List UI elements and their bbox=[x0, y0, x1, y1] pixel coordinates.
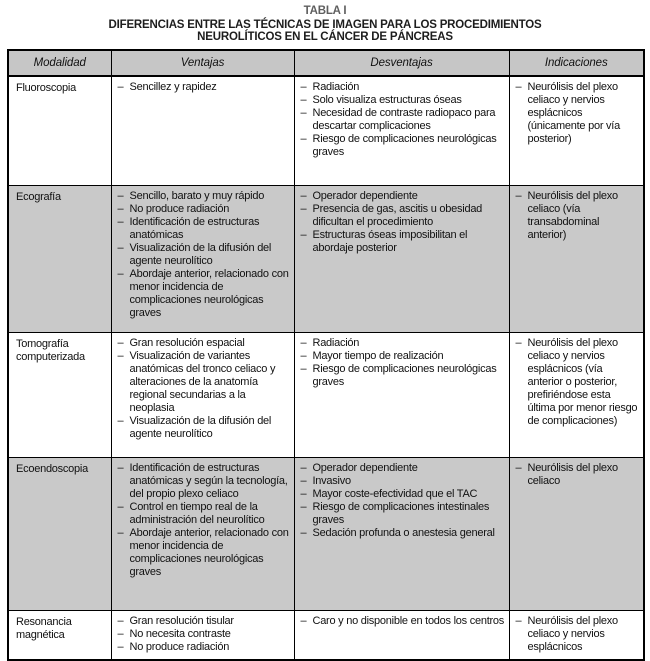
bullet-item bbox=[301, 337, 505, 350]
bullet-item bbox=[301, 350, 505, 363]
bullet-dash-icon: – bbox=[117, 462, 124, 474]
bullet-text: Gran resolución tisular bbox=[129, 615, 234, 627]
desventajas-cell bbox=[294, 458, 509, 611]
table-body bbox=[8, 76, 644, 660]
modality-cell: Fluoroscopia bbox=[8, 76, 111, 186]
bullet-text: Operador dependiente bbox=[312, 190, 418, 202]
bullet-text: Visualización de la difusión del agente neurolítico bbox=[129, 415, 272, 440]
bullet-dash-icon: – bbox=[300, 488, 307, 500]
bullet-text: Abordaje anterior, relacionado con menor incidencia de complicaciones neurológicas graves bbox=[129, 527, 289, 578]
bullet-text: Sencillez y rapidez bbox=[129, 80, 217, 93]
bullet-text: Operador dependiente bbox=[312, 462, 418, 474]
table-row bbox=[8, 186, 644, 333]
bullet-dash-icon: – bbox=[300, 229, 307, 241]
bullet-item bbox=[118, 190, 290, 203]
indicaciones-cell bbox=[509, 458, 644, 611]
bullet-item bbox=[118, 462, 290, 501]
bullet-item bbox=[118, 527, 290, 579]
bullet-item bbox=[301, 527, 505, 540]
bullet-dash-icon: – bbox=[117, 527, 124, 539]
bullet-item bbox=[301, 363, 505, 389]
bullet-text: No necesita contraste bbox=[129, 628, 231, 640]
bullet-item bbox=[516, 615, 640, 654]
bullet-item bbox=[301, 107, 505, 133]
bullet-text: Radiación bbox=[312, 80, 360, 93]
bullet-dash-icon: – bbox=[300, 106, 307, 119]
bullet-item bbox=[118, 615, 290, 628]
bullet-item bbox=[301, 229, 505, 255]
table-row bbox=[8, 458, 644, 611]
modality-cell: Ecografía bbox=[8, 186, 111, 333]
bullet-dash-icon: – bbox=[300, 80, 307, 93]
bullet-text: Neurólisis del plexo celiaco bbox=[527, 462, 618, 487]
bullet-text: Neurólisis del plexo celiaco y nervios esplácnicos (vía anterior o posterior, prefiriéndose esta última por menor riesgo de complicaciones) bbox=[527, 337, 638, 427]
bullet-text: Neurólisis del plexo celiaco (vía transabdominal anterior) bbox=[527, 190, 618, 241]
ventajas-cell bbox=[111, 611, 294, 660]
bullet-item bbox=[301, 133, 505, 159]
bullet-dash-icon: – bbox=[515, 337, 522, 349]
bullet-text: Invasivo bbox=[312, 475, 351, 487]
bullet-dash-icon: – bbox=[300, 190, 307, 202]
bullet-dash-icon: – bbox=[515, 80, 522, 93]
bullet-text: Estructuras óseas imposibilitan el abordaje posterior bbox=[312, 229, 468, 254]
bullet-dash-icon: – bbox=[300, 501, 307, 513]
table-caption bbox=[0, 0, 650, 44]
modality-cell: Tomografía computerizada bbox=[8, 333, 111, 458]
bullet-dash-icon: – bbox=[300, 462, 307, 474]
desventajas-cell bbox=[294, 611, 509, 660]
bullet-dash-icon: – bbox=[300, 363, 307, 375]
bullet-text: Solo visualiza estructuras óseas bbox=[312, 93, 462, 106]
bullet-item bbox=[118, 337, 290, 350]
bullet-text: Riesgo de complicaciones intestinales graves bbox=[312, 501, 490, 526]
bullet-dash-icon: – bbox=[117, 242, 124, 254]
desventajas-cell bbox=[294, 76, 509, 186]
bullet-dash-icon: – bbox=[117, 216, 124, 228]
bullet-text: Gran resolución espacial bbox=[129, 337, 245, 349]
modality-cell: Ecoendoscopia bbox=[8, 458, 111, 611]
table-row bbox=[8, 333, 644, 458]
bullet-item bbox=[118, 216, 290, 242]
bullet-text: Riesgo de complicaciones neurológicas graves bbox=[312, 363, 497, 388]
bullet-item bbox=[301, 501, 505, 527]
bullet-text: Control en tiempo real de la administración del neurolítico bbox=[129, 501, 265, 526]
bullet-text: Sencillo, barato y muy rápido bbox=[129, 190, 265, 202]
bullet-item bbox=[301, 94, 505, 107]
bullet-dash-icon: – bbox=[300, 615, 307, 627]
bullet-dash-icon: – bbox=[117, 190, 124, 202]
bullet-dash-icon: – bbox=[300, 337, 307, 349]
table-number-label: TABLA I bbox=[303, 5, 347, 17]
bullet-dash-icon: – bbox=[117, 337, 124, 349]
bullet-item bbox=[118, 268, 290, 320]
modality-cell: Resonancia magnética bbox=[8, 611, 111, 660]
bullet-text: Necesidad de contraste radiopaco para descartar complicaciones bbox=[312, 106, 496, 132]
bullet-text: Neurólisis del plexo celiaco y nervios esplácnicos (únicamente por vía posterior) bbox=[527, 80, 620, 145]
bullet-item bbox=[118, 81, 290, 94]
bullet-text: Mayor coste-efectividad que el TAC bbox=[312, 488, 478, 500]
bullet-item bbox=[118, 628, 290, 641]
bullet-item bbox=[516, 462, 640, 488]
column-header-indicaciones: Indicaciones bbox=[509, 50, 644, 76]
table-title-line-1: DIFERENCIAS ENTRE LAS TÉCNICAS DE IMAGEN PARA LOS PROCEDIMIENTOS bbox=[108, 18, 542, 31]
bullet-text: Visualización de la difusión del agente neurolítico bbox=[129, 242, 272, 267]
bullet-text: Riesgo de complicaciones neurológicas graves bbox=[312, 132, 497, 158]
bullet-item bbox=[301, 488, 505, 501]
table-header-row bbox=[8, 50, 644, 76]
bullet-dash-icon: – bbox=[117, 80, 124, 93]
bullet-item bbox=[118, 350, 290, 415]
bullet-item bbox=[301, 190, 505, 203]
bullet-text: Presencia de gas, ascitis u obesidad dificultan el procedimiento bbox=[312, 203, 483, 228]
bullet-dash-icon: – bbox=[117, 641, 124, 653]
bullet-item bbox=[118, 501, 290, 527]
ventajas-cell bbox=[111, 458, 294, 611]
bullet-dash-icon: – bbox=[300, 527, 307, 539]
bullet-dash-icon: – bbox=[117, 501, 124, 513]
ventajas-cell bbox=[111, 76, 294, 186]
column-header-modalidad: Modalidad bbox=[8, 50, 111, 76]
bullet-text: Neurólisis del plexo celiaco y nervios esplácnicos bbox=[527, 615, 618, 653]
bullet-text: Identificación de estructuras anatómicas bbox=[129, 216, 260, 241]
bullet-item bbox=[516, 81, 640, 146]
bullet-text: Caro y no disponible en todos los centros bbox=[312, 615, 505, 627]
bullet-dash-icon: – bbox=[117, 628, 124, 640]
bullet-item bbox=[118, 415, 290, 441]
imaging-techniques-comparison-table bbox=[7, 49, 645, 661]
bullet-text: Visualización de variantes anatómicas del tronco celiaco y alteraciones de la anatomía regional secundarias a la neoplasia bbox=[129, 350, 276, 414]
bullet-dash-icon: – bbox=[117, 350, 124, 362]
bullet-item bbox=[516, 337, 640, 428]
bullet-item bbox=[118, 242, 290, 268]
bullet-text: No produce radiación bbox=[129, 641, 230, 653]
table-row bbox=[8, 76, 644, 186]
bullet-dash-icon: – bbox=[117, 268, 124, 280]
indicaciones-cell bbox=[509, 611, 644, 660]
column-header-desventajas: Desventajas bbox=[294, 50, 509, 76]
bullet-dash-icon: – bbox=[300, 350, 307, 362]
indicaciones-cell bbox=[509, 186, 644, 333]
bullet-dash-icon: – bbox=[117, 615, 124, 627]
column-header-ventajas: Ventajas bbox=[111, 50, 294, 76]
bullet-text: Mayor tiempo de realización bbox=[312, 350, 444, 362]
bullet-item bbox=[301, 615, 505, 628]
bullet-text: Identificación de estructuras anatómicas y según la tecnología, del propio plexo celiaco bbox=[129, 462, 288, 500]
bullet-dash-icon: – bbox=[300, 475, 307, 487]
desventajas-cell bbox=[294, 333, 509, 458]
bullet-dash-icon: – bbox=[117, 415, 124, 427]
bullet-item bbox=[516, 190, 640, 242]
table-title-line-2: NEUROLÍTICOS EN EL CÁNCER DE PÁNCREAS bbox=[197, 31, 453, 43]
ventajas-cell bbox=[111, 333, 294, 458]
bullet-dash-icon: – bbox=[515, 190, 522, 202]
bullet-dash-icon: – bbox=[515, 615, 522, 627]
desventajas-cell bbox=[294, 186, 509, 333]
bullet-item bbox=[301, 475, 505, 488]
bullet-item bbox=[301, 81, 505, 94]
bullet-item bbox=[118, 641, 290, 654]
ventajas-cell bbox=[111, 186, 294, 333]
bullet-text: Abordaje anterior, relacionado con menor incidencia de complicaciones neurológicas graves bbox=[129, 268, 289, 319]
bullet-dash-icon: – bbox=[300, 93, 307, 106]
bullet-item bbox=[118, 203, 290, 216]
bullet-text: Radiación bbox=[312, 337, 360, 349]
bullet-text: No produce radiación bbox=[129, 203, 230, 215]
bullet-dash-icon: – bbox=[300, 203, 307, 215]
bullet-text: Sedación profunda o anestesia general bbox=[312, 527, 495, 539]
indicaciones-cell bbox=[509, 76, 644, 186]
table-row bbox=[8, 611, 644, 660]
bullet-item bbox=[301, 462, 505, 475]
bullet-dash-icon: – bbox=[117, 203, 124, 215]
bullet-dash-icon: – bbox=[300, 132, 307, 145]
bullet-dash-icon: – bbox=[515, 462, 522, 474]
indicaciones-cell bbox=[509, 333, 644, 458]
bullet-item bbox=[301, 203, 505, 229]
